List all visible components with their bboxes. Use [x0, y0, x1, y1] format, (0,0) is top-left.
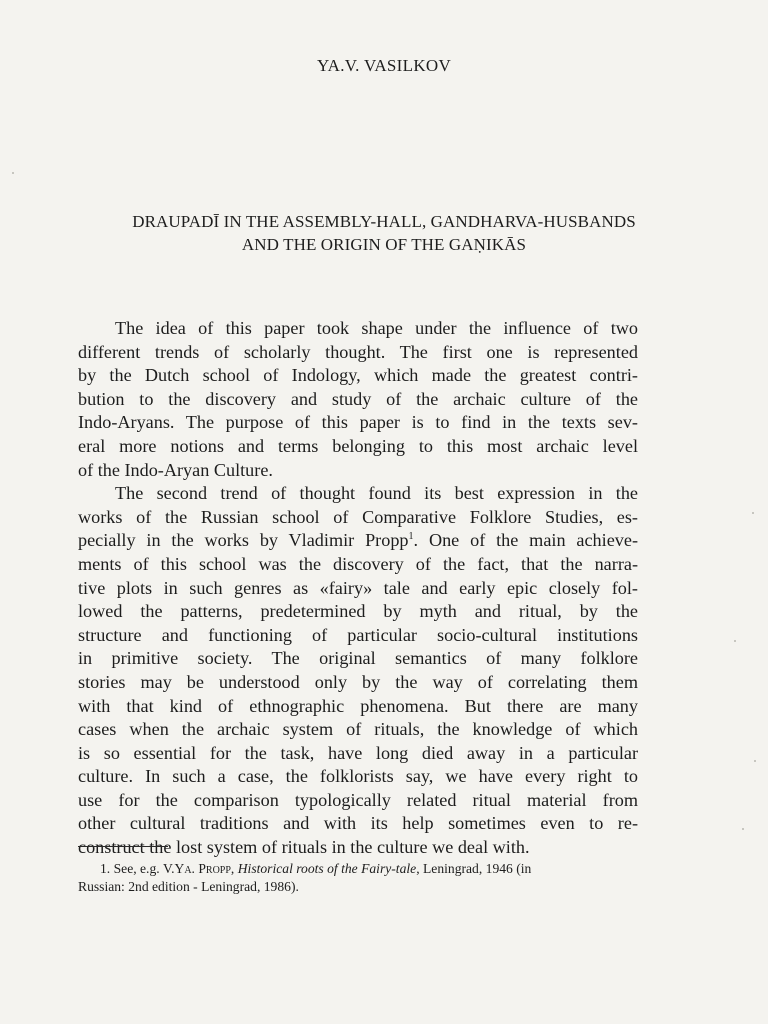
body-line: by the Dutch school of Indology, which made the greatest contri- [78, 365, 638, 386]
title-line-1: DRAUPADĪ IN THE ASSEMBLY-HALL, GANDHARVA-HUSBANDS [132, 212, 636, 231]
scan-speck [754, 760, 756, 762]
body-line: The second trend of thought found its best expression in the [115, 483, 638, 504]
scan-speck [742, 828, 744, 830]
body-line: use for the comparison typologically related ritual material from [78, 789, 638, 810]
body-line: ments of this school was the discovery of the fact, that the narra- [78, 553, 638, 574]
body-line: stories may be understood only by the way of correlating them [78, 671, 638, 692]
body-line: works of the Russian school of Comparative Folklore Studies, es- [78, 506, 638, 527]
scan-speck [752, 512, 754, 514]
title-line-2: AND THE ORIGIN OF THE GAṆIKĀS [241, 235, 527, 254]
body-text [78, 317, 638, 860]
body-line-with-footnote [78, 529, 638, 553]
body-line: construct the lost system of rituals in the culture we deal with. [78, 837, 530, 858]
body-line: cases when the archaic system of rituals, the knowledge of which [78, 719, 638, 740]
body-line: Indo-Aryans. The purpose of this paper is to find in the texts sev- [78, 412, 638, 433]
body-line-segment: . One of the main achieve- [413, 530, 638, 551]
body-line: of the Indo-Aryan Culture. [78, 459, 273, 480]
body-line: other cultural traditions and with its help sometimes even to re- [78, 813, 638, 834]
footnote-author: V.Ya. Propp [163, 861, 231, 876]
body-line: with that kind of ethnographic phenomena. But there are many [78, 695, 638, 716]
body-line: structure and functioning of particular socio-cultural institutions [78, 624, 638, 645]
footnote-reference[interactable]: 1 [408, 531, 414, 543]
body-line: The idea of this paper took shape under the influence of two [115, 318, 638, 338]
body-line: different trends of scholarly thought. The first one is represented [78, 341, 638, 362]
running-header-author: YA.V. VASILKOV [316, 56, 452, 75]
body-line: in primitive society. The original semantics of many folklore [78, 648, 638, 669]
footnote [78, 860, 638, 896]
footnote-prefix: 1. See, e.g. [100, 861, 164, 876]
footnote-suffix: , Leningrad, 1946 (in [416, 861, 532, 876]
body-line: lowed the patterns, predetermined by myth and ritual, by the [78, 601, 638, 622]
footnote-line [78, 860, 638, 878]
body-line: is so essential for the task, have long died away in a particular [78, 742, 638, 763]
footnote-separator [78, 846, 168, 847]
footnote-separator-text: , [230, 861, 238, 876]
footnote-line: Russian: 2nd edition - Leningrad, 1986). [78, 879, 299, 894]
body-line: culture. In such a case, the folklorists say, we have every right to [78, 766, 638, 787]
body-line: tive plots in such genres as «fairy» tale and early epic closely fol- [78, 577, 638, 598]
scan-speck [12, 172, 14, 174]
scan-speck [734, 640, 736, 642]
paper-title [60, 210, 708, 256]
body-line: eral more notions and terms belonging to this most archaic level [78, 435, 638, 456]
body-line-segment: pecially in the works by Vladimir Propp [78, 530, 409, 551]
footnote-work-title: Historical roots of the Fairy-tale [237, 861, 417, 876]
body-line: bution to the discovery and study of the archaic culture of the [78, 388, 638, 409]
